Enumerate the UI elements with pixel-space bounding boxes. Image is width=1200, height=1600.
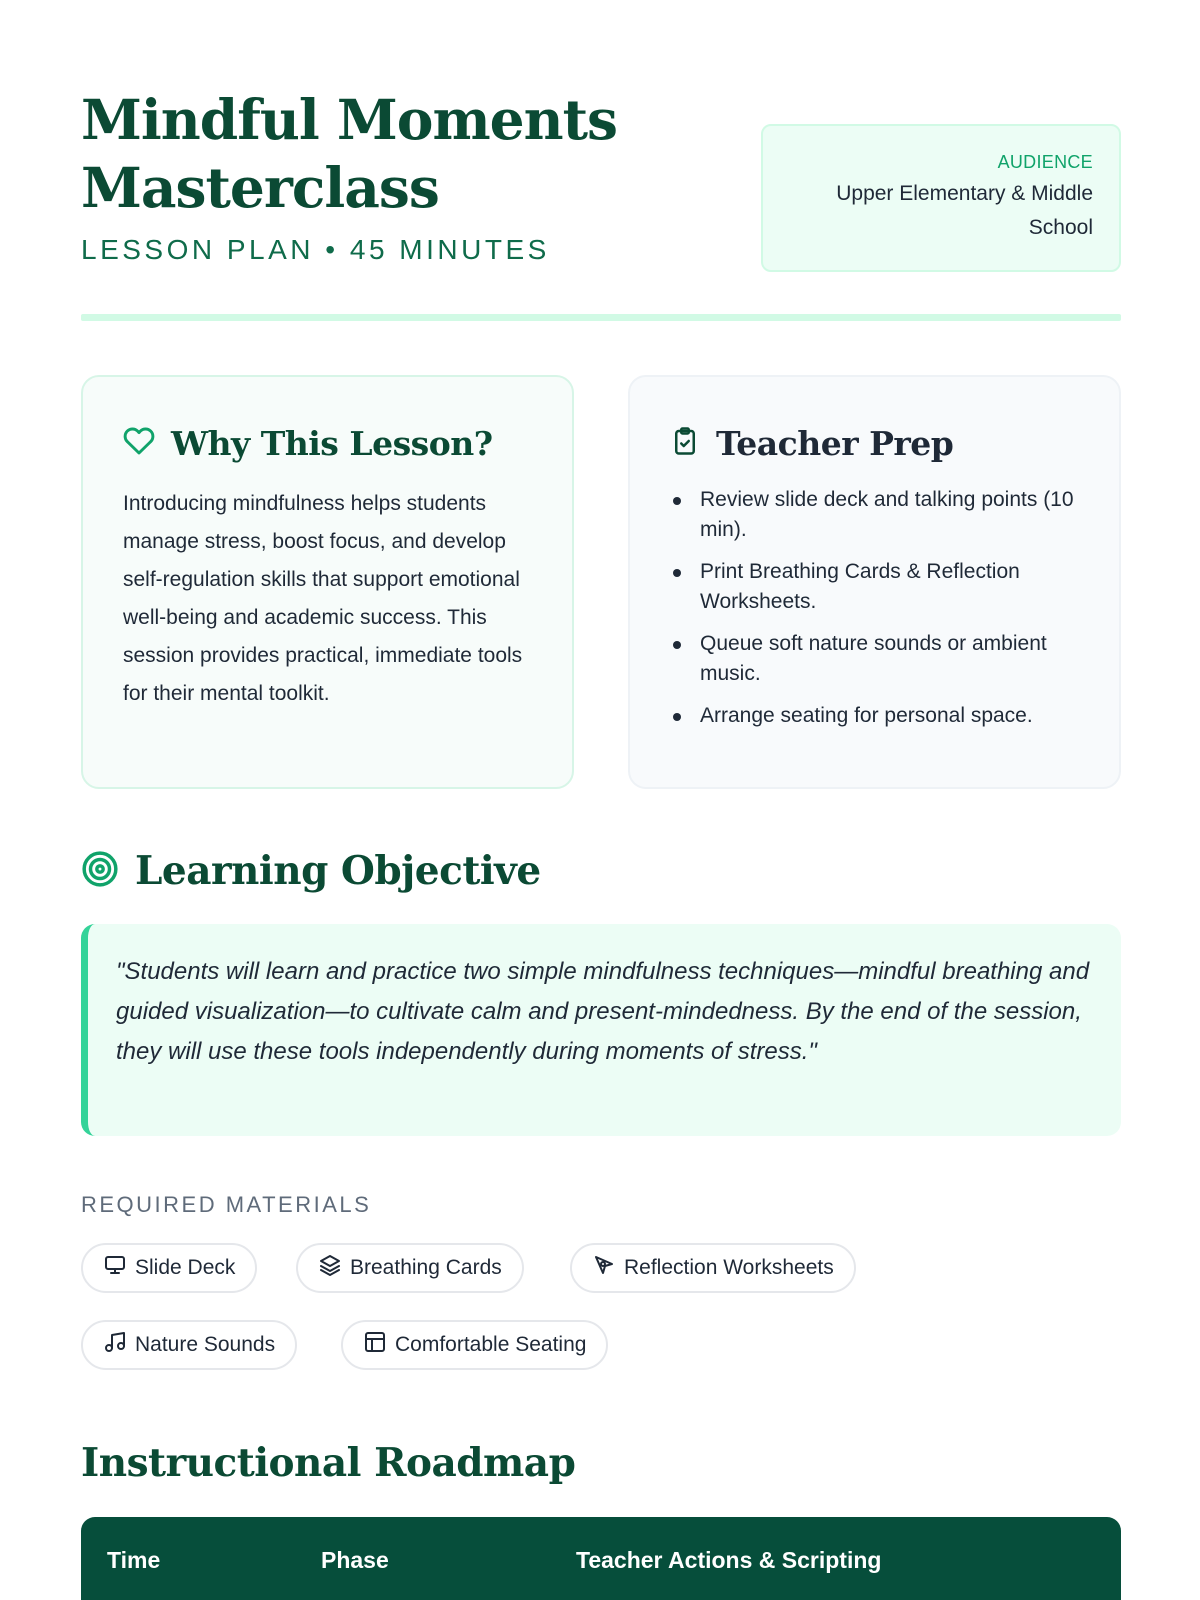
prep-item: Queue soft nature sounds or ambient music. xyxy=(670,629,1079,689)
music-icon xyxy=(103,1330,135,1360)
objective-heading xyxy=(81,846,541,896)
header xyxy=(81,86,1121,326)
material-chip-comfortable-seating xyxy=(341,1320,608,1370)
prep-card xyxy=(628,375,1121,789)
roadmap-table-header xyxy=(81,1517,1121,1600)
prep-item: Arrange seating for personal space. xyxy=(670,701,1079,731)
page-title: Mindful Moments Masterclass xyxy=(81,87,618,220)
column-header-phase: Phase xyxy=(321,1547,389,1573)
roadmap-title: Instructional Roadmap xyxy=(81,1440,576,1486)
monitor-icon xyxy=(103,1253,135,1283)
material-label: Slide Deck xyxy=(135,1256,236,1279)
audience-value: Upper Elementary & Middle School xyxy=(836,182,1093,239)
why-body: Introducing mindfulness helps students manage stress, boost focus, and develop self-regulation skills that support emotional well-being and academic success. This session provides practical, immediate tools for their mental toolkit. xyxy=(123,492,523,705)
why-card xyxy=(81,375,574,789)
why-title: Why This Lesson? xyxy=(171,423,493,463)
prep-list xyxy=(670,485,1079,731)
audience-box xyxy=(761,124,1121,272)
material-label: Breathing Cards xyxy=(350,1256,502,1279)
page-subtitle: LESSON PLAN • 45 MINUTES xyxy=(81,234,550,265)
material-chip-slide-deck xyxy=(81,1243,257,1293)
material-chip-breathing-cards xyxy=(296,1243,524,1293)
target-icon xyxy=(81,850,119,893)
prep-item: Review slide deck and talking points (10 min). xyxy=(670,485,1079,545)
prep-title: Teacher Prep xyxy=(716,423,954,463)
objective-quote: "Students will learn and practice two simple mindfulness techniques—mindful breathing and guided visualization—to cultivate calm and present-mindedness. By the end of the session, they will use these tools independently during moments of stress." xyxy=(81,924,1121,1136)
prep-item: Print Breathing Cards & Reflection Worksheets. xyxy=(670,557,1079,617)
material-chip-reflection-worksheets xyxy=(570,1243,856,1293)
layers-icon xyxy=(318,1253,350,1283)
layout-icon xyxy=(363,1330,395,1360)
heart-icon xyxy=(123,425,155,462)
material-label: Comfortable Seating xyxy=(395,1333,587,1356)
pen-tool-icon xyxy=(592,1253,624,1283)
column-header-time: Time xyxy=(107,1547,161,1573)
material-chip-nature-sounds xyxy=(81,1320,297,1370)
audience-label: AUDIENCE xyxy=(997,152,1093,172)
header-divider xyxy=(81,314,1121,321)
materials-label: REQUIRED MATERIALS xyxy=(81,1192,372,1217)
clipboard-check-icon xyxy=(670,425,700,462)
material-label: Reflection Worksheets xyxy=(624,1256,834,1279)
material-label: Nature Sounds xyxy=(135,1333,276,1356)
column-header-teacher-actions: Teacher Actions & Scripting xyxy=(576,1547,882,1573)
objective-title: Learning Objective xyxy=(135,848,541,894)
